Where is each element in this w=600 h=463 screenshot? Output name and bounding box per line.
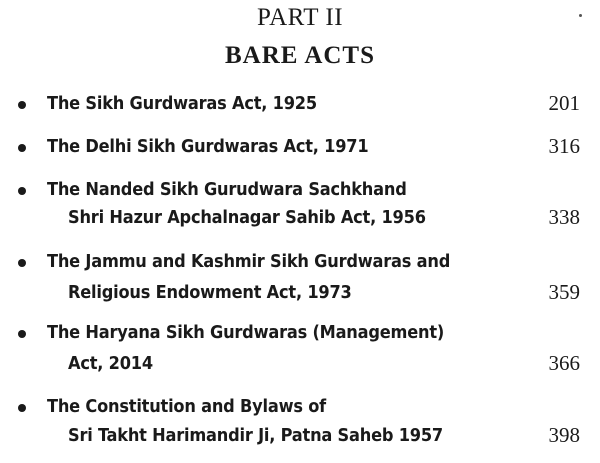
bullet-icon <box>18 330 26 338</box>
toc-entry-title: The Constitution and Bylaws of <box>47 396 326 417</box>
toc-entry-title: The Haryana Sikh Gurdwaras (Management) <box>47 322 445 343</box>
bullet-icon <box>18 144 26 152</box>
toc-entry-title-continued: Shri Hazur Apchalnagar Sahib Act, 1956 <box>68 207 426 228</box>
bullet-icon <box>18 404 26 412</box>
bullet-icon <box>18 259 26 267</box>
toc-entry-page: 338 <box>548 205 580 229</box>
toc-entry-title: The Delhi Sikh Gurdwaras Act, 1971 <box>47 136 369 157</box>
bullet-icon <box>18 101 26 109</box>
toc-entry-page: 398 <box>548 423 580 447</box>
toc-entry-page: 359 <box>548 280 580 304</box>
toc-entry-title-continued: Religious Endowment Act, 1973 <box>68 282 352 303</box>
toc-entry-page: 316 <box>548 134 580 158</box>
part-label: PART II <box>256 4 344 31</box>
toc-entry-page: 201 <box>548 91 580 115</box>
bullet-icon <box>18 187 26 195</box>
toc-entry-title-continued: Sri Takht Harimandir Ji, Patna Saheb 1957 <box>68 425 443 446</box>
toc-entry-title: The Sikh Gurdwaras Act, 1925 <box>47 93 317 114</box>
toc-entry-title-continued: Act, 2014 <box>68 353 153 374</box>
toc-entry-page: 366 <box>548 351 580 375</box>
toc-entry-title: The Nanded Sikh Gurudwara Sachkhand <box>47 179 407 200</box>
section-title: BARE ACTS <box>224 42 375 69</box>
toc-entry-title: The Jammu and Kashmir Sikh Gurdwaras and <box>47 251 451 272</box>
